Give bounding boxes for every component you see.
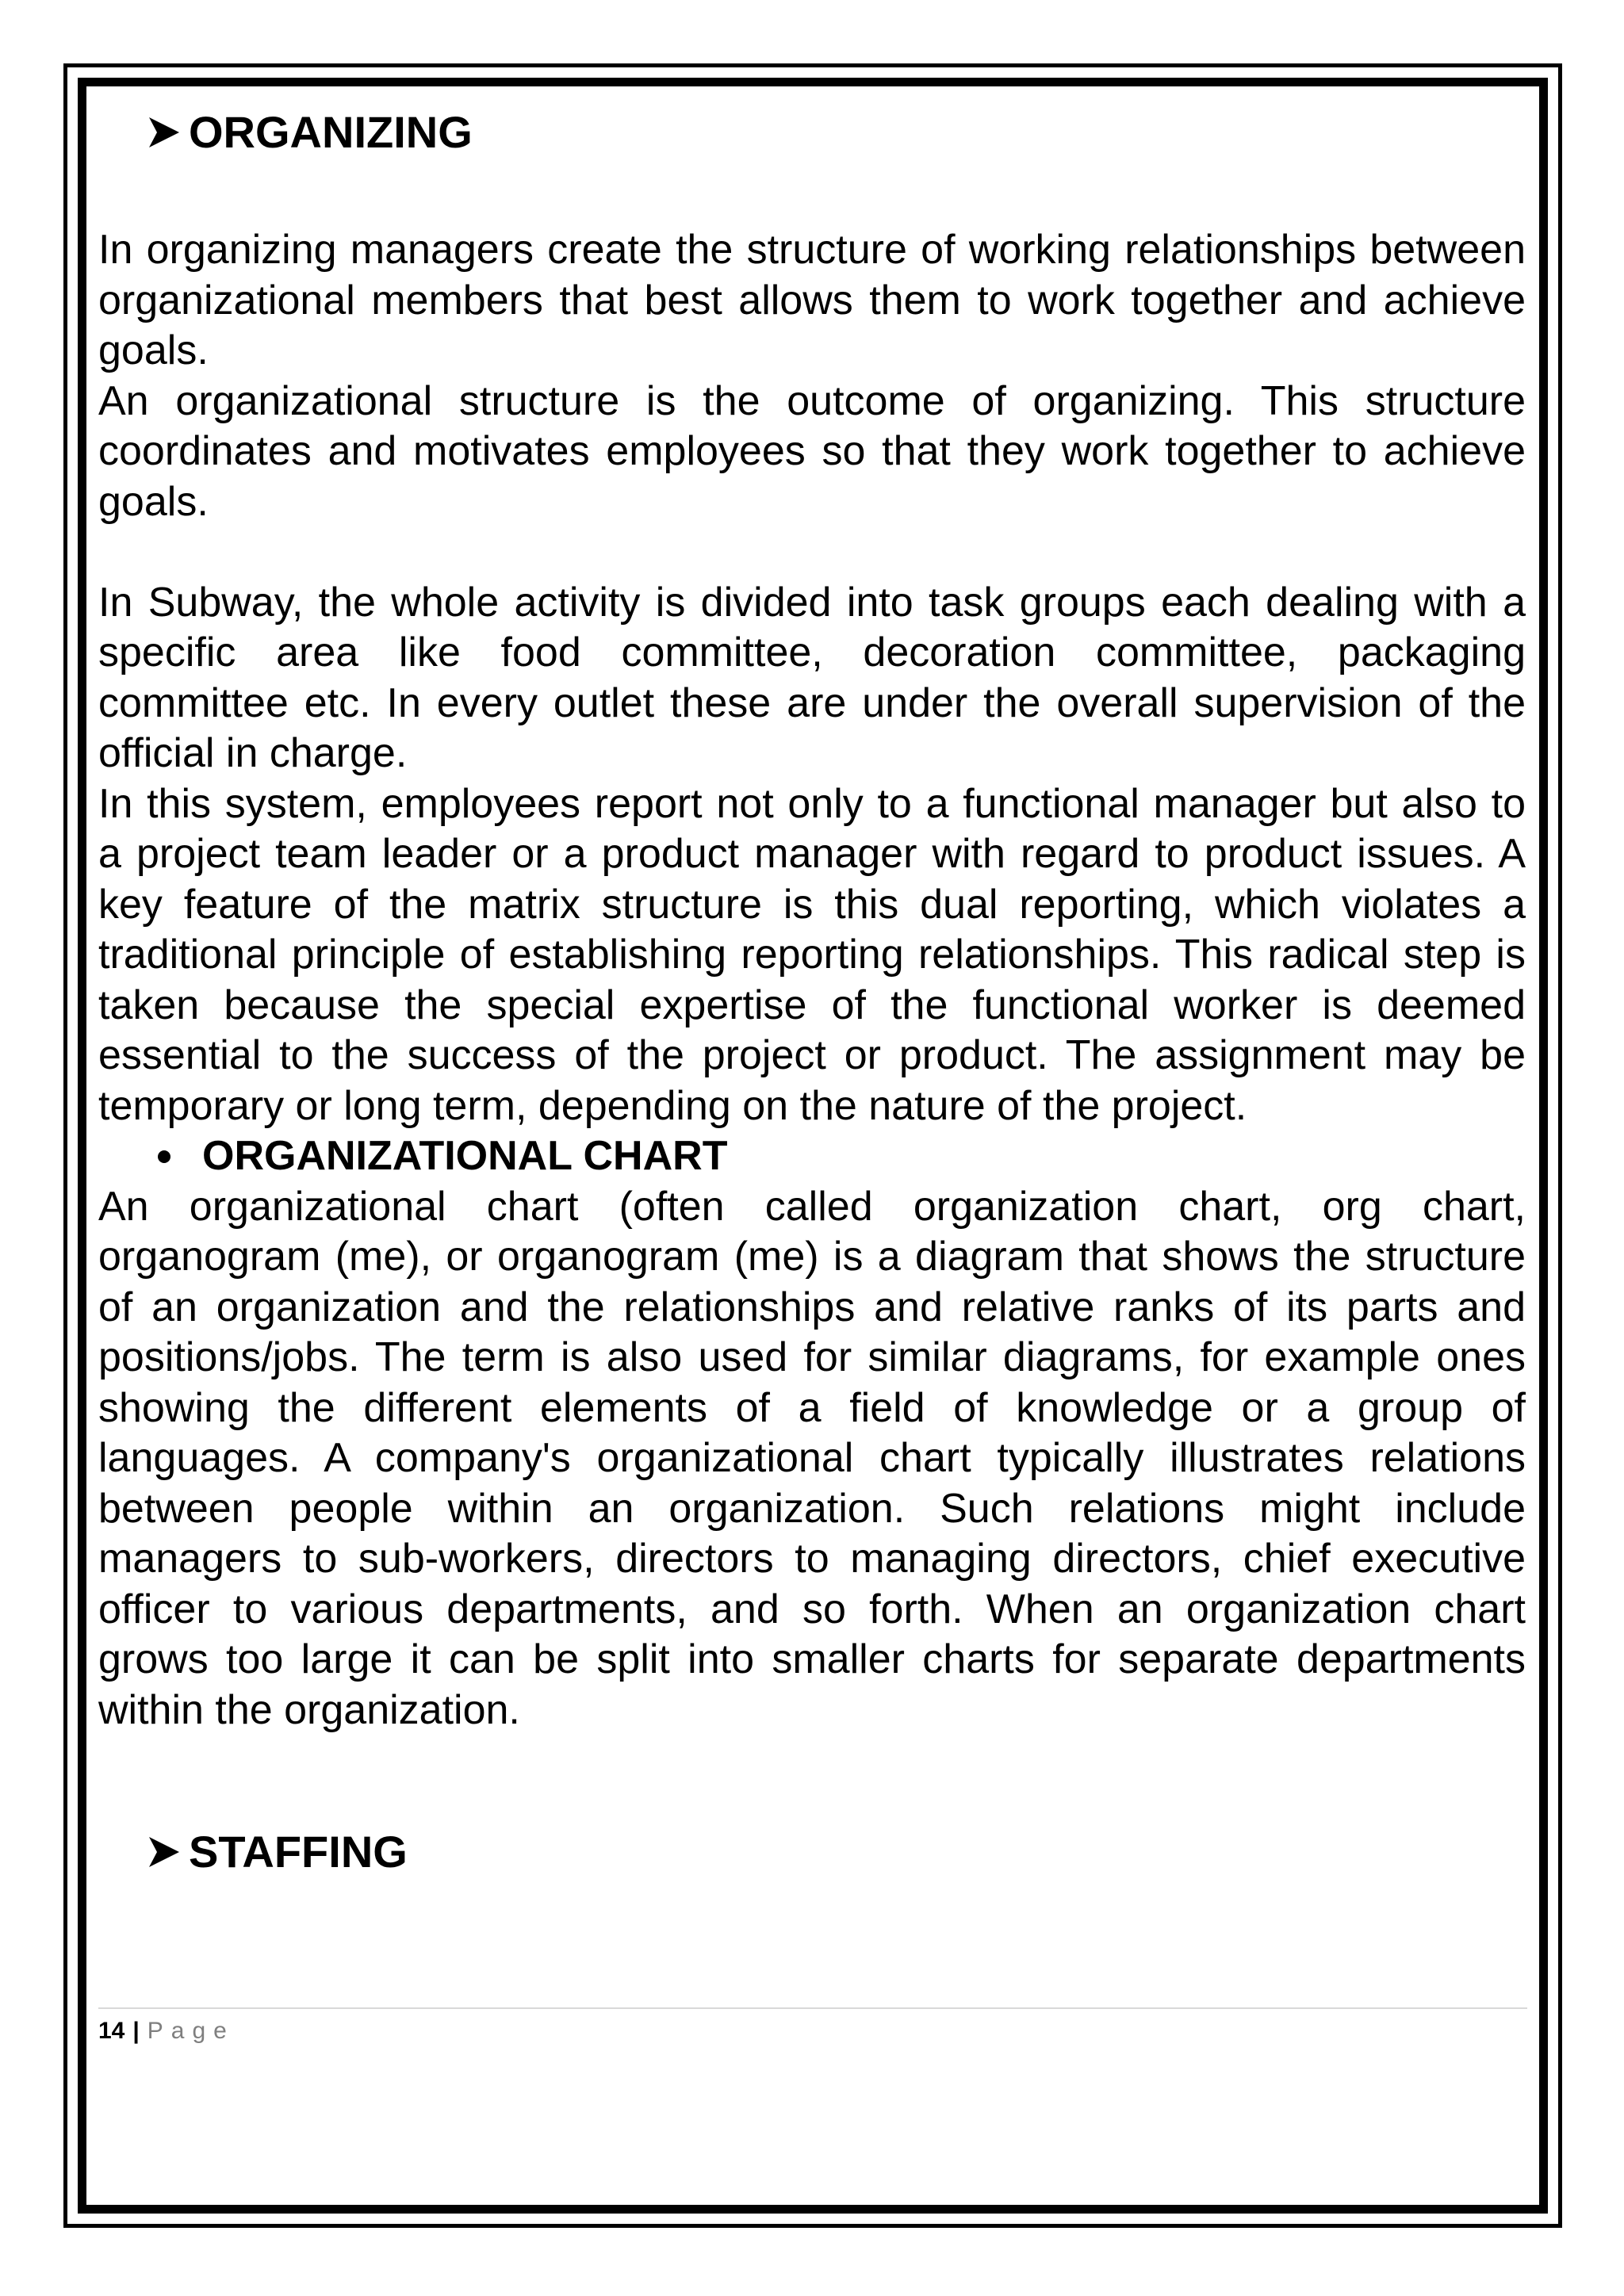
- paragraph-organizing-2: An organizational structure is the outcome of organizing. This structure coordinates and motivates employees so that they work together to achieve goals.: [98, 377, 1526, 525]
- paragraph-organizing-3: In Subway, the whole activity is divided into task groups each dealing with a specific area like food committee, decoration committee, packaging committee etc. In every outlet these are under the overall supervision of the official in charge.: [98, 579, 1526, 776]
- paragraph-organizing-1: In organizing managers create the structure of working relationships between organizational members that best allows them to work together and achieve goals.: [98, 227, 1526, 373]
- section-heading-staffing: [146, 1815, 1526, 1889]
- page-label: Page: [147, 2018, 235, 2044]
- bullet-heading-org-chart: [158, 1131, 1526, 1182]
- heading-text: ORGANIZING: [189, 107, 473, 157]
- paragraph-org-chart: An organizational chart (often called organization chart, org chart, organogram (me), or organogram (me) is a diagram that shows the structure of an organization and the relationships and relative ranks of its parts and positions/jobs. The term is also used for similar diagrams, for example ones showing the different elements of a field of knowledge or a group of languages. A company's organizational chart typically illustrates relations between people within an organization. Such relations might include managers to sub-workers, directors to managing directors, chief executive officer to various departments, and so forth. When an organization chart grows too large it can be split into smaller charts for separate departments within the organization.: [98, 1183, 1526, 1733]
- footer-separator: |: [132, 2018, 140, 2044]
- paragraph-organizing-4: In this system, employees report not only to a functional manager but also to a project team leader or a product manager with regard to product issues. A key feature of the matrix structure is this dual reporting, which violates a traditional principle of establishing reporting relationships. This radical step is taken because the special expertise of the functional worker is deemed essential to the success of the project or product. The assignment may be temporary or long term, depending on the nature of the project.: [98, 780, 1526, 1129]
- arrowhead-icon: [146, 114, 182, 151]
- bullet-heading-text: ORGANIZATIONAL CHART: [202, 1133, 728, 1179]
- heading-text: STAFFING: [189, 1827, 408, 1877]
- section-heading-organizing: [146, 95, 1526, 170]
- bullet-dot-icon: [158, 1150, 170, 1163]
- page-number: 14: [98, 2018, 125, 2044]
- footer-divider: [98, 2007, 1527, 2009]
- arrowhead-icon: [146, 1834, 182, 1870]
- page-footer: [98, 2018, 235, 2045]
- page-content: [98, 95, 1526, 1889]
